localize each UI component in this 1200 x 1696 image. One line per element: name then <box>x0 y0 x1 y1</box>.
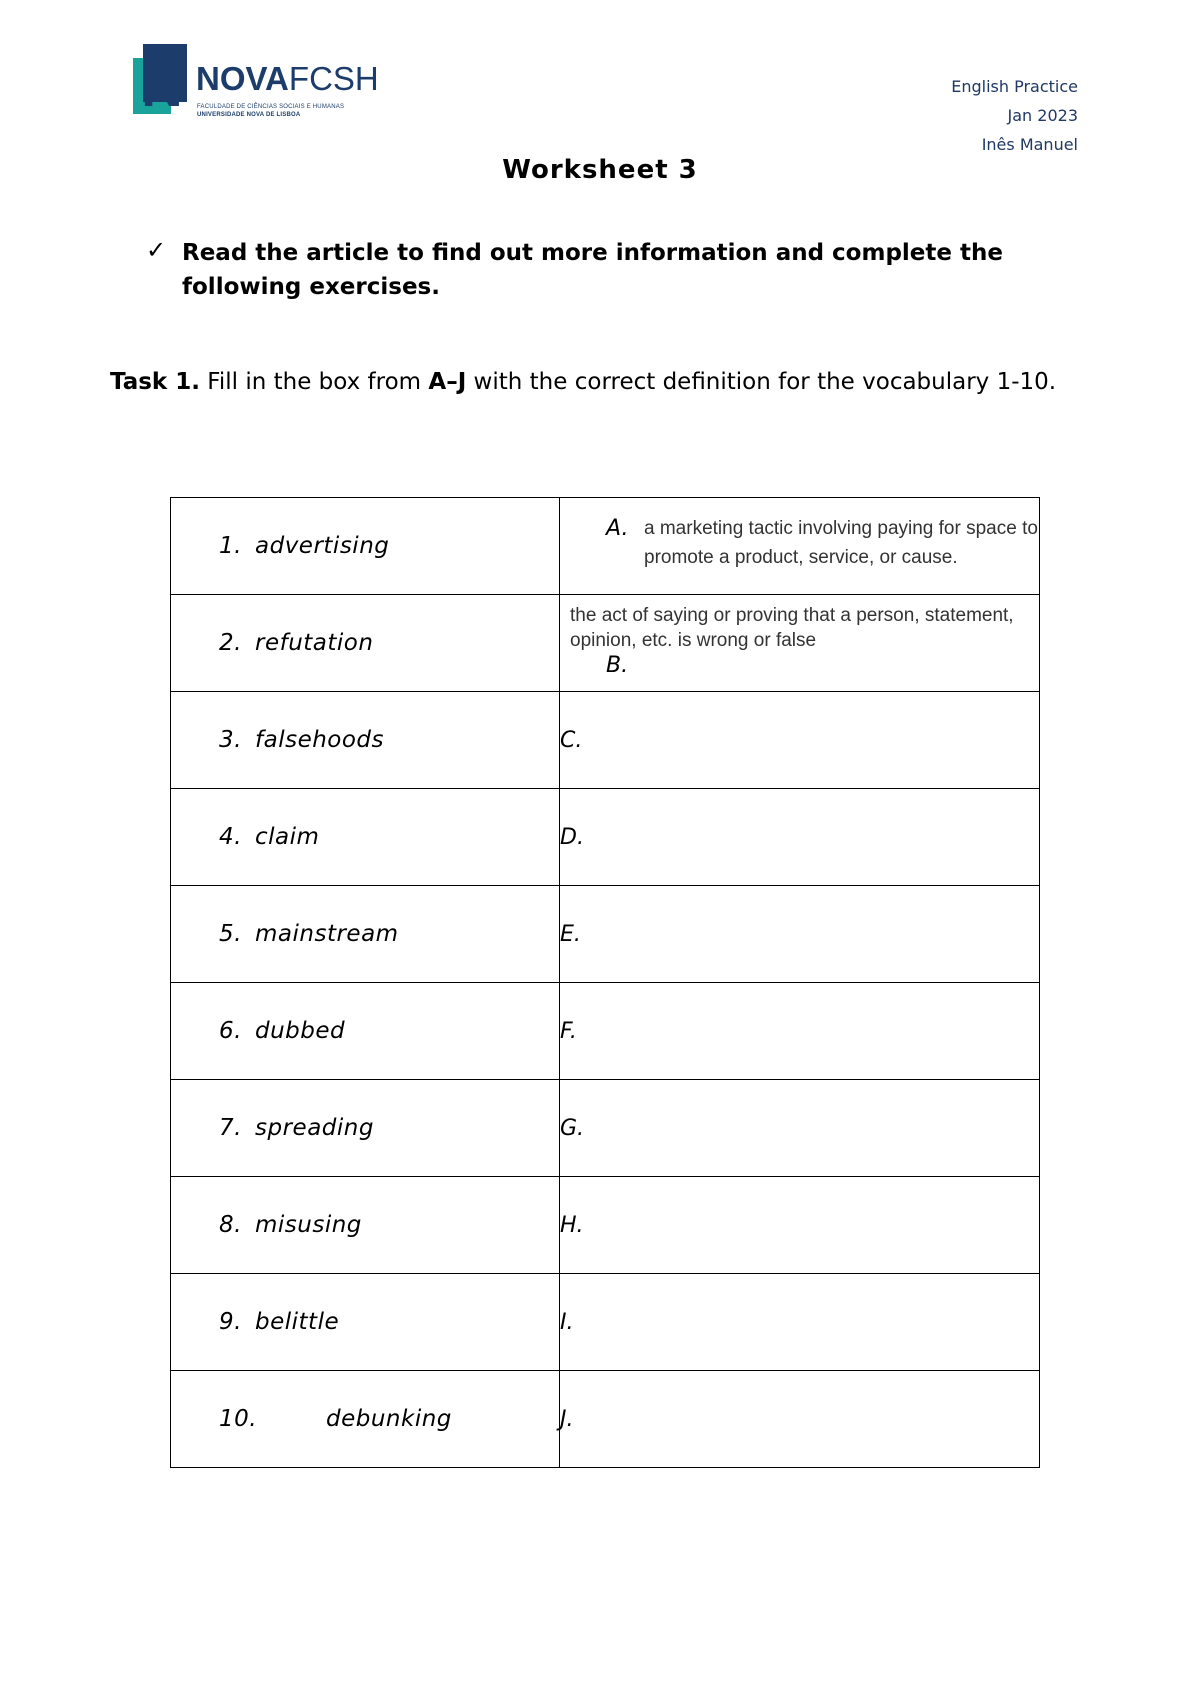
definition-cell[interactable] <box>560 886 1040 983</box>
vocab-term: advertising <box>255 533 390 559</box>
table-row <box>171 1274 1040 1371</box>
logo-subline-university: UNIVERSIDADE NOVA DE LISBOA <box>197 112 301 118</box>
page-title: Worksheet 3 <box>502 155 698 185</box>
novafcsh-logo <box>133 44 403 124</box>
instruction-text: Read the article to find out more information and complete the following exercises. <box>182 240 1003 300</box>
definition-letter: J. <box>560 1406 574 1432</box>
vocab-term: dubbed <box>255 1018 346 1044</box>
svg-text:N: N <box>141 54 183 119</box>
task-range: A–J <box>428 369 467 395</box>
vocab-term: refutation <box>255 630 374 656</box>
vocab-term-cell <box>171 1274 560 1371</box>
vocab-term-cell <box>171 1371 560 1468</box>
vocab-term-cell <box>171 692 560 789</box>
definition-cell[interactable] <box>560 1371 1040 1468</box>
vocab-term: claim <box>255 824 320 850</box>
vocab-term: mainstream <box>255 921 399 947</box>
definition-text: a marketing tactic involving paying for space to promote a product, service, or cause. <box>644 518 1038 568</box>
definition-letter: H. <box>560 1212 584 1238</box>
vocab-term-cell <box>171 886 560 983</box>
definition-letter: G. <box>560 1115 585 1141</box>
definition-cell[interactable] <box>560 1274 1040 1371</box>
logo-subline-faculty: FACULDADE DE CIÊNCIAS SOCIAIS E HUMANAS <box>197 104 345 110</box>
definition-letter: I. <box>560 1309 574 1335</box>
table-row <box>171 886 1040 983</box>
table-row <box>171 1371 1040 1468</box>
vocab-term-cell <box>171 595 560 692</box>
definition-cell[interactable] <box>560 1177 1040 1274</box>
vocab-term-cell <box>171 498 560 595</box>
checkmark-icon: ✓ <box>146 236 167 264</box>
vocab-number: 7. <box>219 1115 242 1141</box>
vocab-term: falsehoods <box>255 727 385 753</box>
definition-letter: E. <box>560 921 581 947</box>
vocab-term-cell <box>171 1080 560 1177</box>
date: Jan 2023 <box>1007 106 1078 125</box>
table-row <box>171 983 1040 1080</box>
vocab-term-cell <box>171 789 560 886</box>
task-label: Task 1. <box>110 369 200 395</box>
table-row <box>171 1080 1040 1177</box>
vocab-term: spreading <box>255 1115 374 1141</box>
definition-cell[interactable] <box>560 498 1040 595</box>
table-row <box>171 595 1040 692</box>
definition-letter: D. <box>560 824 584 850</box>
vocab-number: 5. <box>219 921 242 947</box>
vocab-number: 1. <box>219 533 242 559</box>
author-name: Inês Manuel <box>981 135 1078 154</box>
vocab-number: 10. <box>219 1406 258 1432</box>
table-row <box>171 789 1040 886</box>
definition-letter: A. <box>606 516 629 541</box>
table-row <box>171 692 1040 789</box>
table-row <box>171 1177 1040 1274</box>
definition-letter: B. <box>606 653 629 678</box>
vocab-term-cell <box>171 983 560 1080</box>
logo-mark-icon <box>133 44 193 124</box>
vocab-term-cell <box>171 1177 560 1274</box>
vocab-term: misusing <box>255 1212 362 1238</box>
task-text-before: Fill in the box from <box>199 369 429 395</box>
vocabulary-table <box>170 497 1040 1468</box>
vocab-number: 3. <box>219 727 242 753</box>
course-name: English Practice <box>951 77 1078 96</box>
vocab-term: debunking <box>326 1406 452 1432</box>
header-meta <box>951 72 1078 159</box>
task-1-prompt <box>110 366 1090 399</box>
definition-cell[interactable] <box>560 692 1040 789</box>
definition-letter: C. <box>560 727 583 753</box>
task-text-after: with the correct definition for the vocabulary 1-10. <box>466 369 1057 395</box>
vocab-number: 6. <box>219 1018 242 1044</box>
vocab-number: 8. <box>219 1212 242 1238</box>
vocab-number: 9. <box>219 1309 242 1335</box>
vocab-number: 4. <box>219 824 242 850</box>
definition-letter: F. <box>560 1018 577 1044</box>
table-row <box>171 498 1040 595</box>
definition-cell[interactable] <box>560 595 1040 692</box>
definition-cell[interactable] <box>560 789 1040 886</box>
logo-wordmark: NOVAFCSH <box>196 60 379 97</box>
definition-text: the act of saying or proving that a person, statement, opinion, etc. is wrong or false <box>570 605 1014 651</box>
vocab-number: 2. <box>219 630 242 656</box>
vocab-term: belittle <box>255 1309 340 1335</box>
definition-cell[interactable] <box>560 1080 1040 1177</box>
definition-cell[interactable] <box>560 983 1040 1080</box>
